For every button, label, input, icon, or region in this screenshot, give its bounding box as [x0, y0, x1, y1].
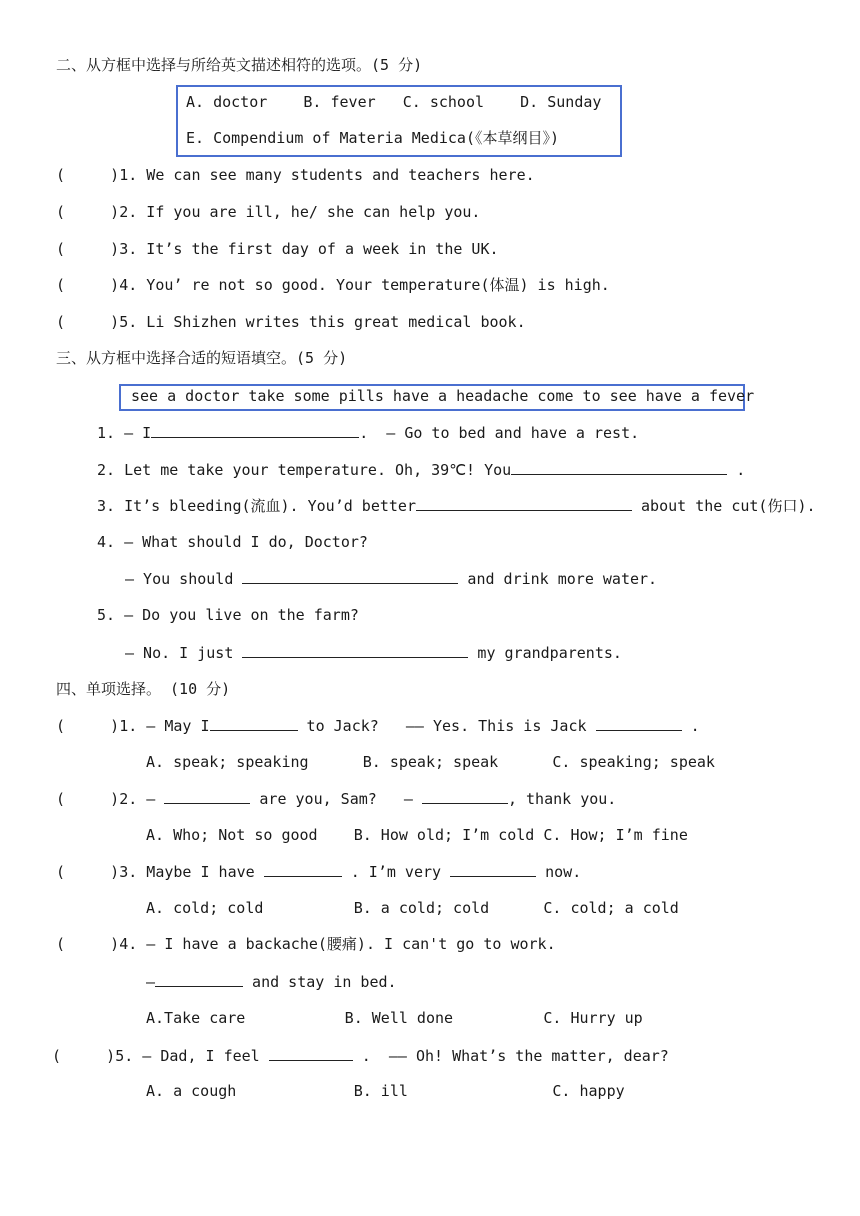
- section4-q4: ( )4. — I have a backache(腰痛). I can't go to work.: [56, 935, 556, 953]
- section4-q4-options: A.Take care B. Well done C. Hurry up: [146, 1009, 643, 1027]
- answer-blank[interactable]: [269, 1045, 353, 1061]
- section4-q4-line2: — and stay in bed.: [146, 973, 397, 991]
- section3-q2: 2. Let me take your temperature. Oh, 39℃! You .: [97, 461, 746, 479]
- section3-q3: 3. It’s bleeding(流血). You’d better about the cut(伤口).: [97, 497, 816, 515]
- section2-item-5: ( )5. Li Shizhen writes this great medical book.: [56, 313, 526, 331]
- section3-q4-line2: — You should and drink more water.: [125, 570, 658, 588]
- section4-q2-options: A. Who; Not so good B. How old; I’m cold C. How; I’m fine: [146, 826, 688, 844]
- answer-blank[interactable]: [450, 861, 536, 877]
- answer-blank[interactable]: [511, 459, 727, 475]
- answer-blank[interactable]: [210, 715, 298, 731]
- section3-q1: 1. — I . — Go to bed and have a rest.: [97, 424, 640, 442]
- section2-item-1: ( )1. We can see many students and teachers here.: [56, 166, 535, 184]
- section2-item-3: ( )3. It’s the first day of a week in the UK.: [56, 240, 499, 258]
- section3-q5-line2: — No. I just my grandparents.: [125, 644, 622, 662]
- section3-phrases: see a doctor take some pills have a headache come to see have a fever: [131, 387, 755, 405]
- answer-blank[interactable]: [242, 642, 468, 658]
- section3-q4-line1: 4. — What should I do, Doctor?: [97, 533, 368, 551]
- answer-blank[interactable]: [264, 861, 342, 877]
- answer-blank[interactable]: [416, 495, 632, 511]
- answer-blank[interactable]: [422, 788, 508, 804]
- section2-heading: 二、从方框中选择与所给英文描述相符的选项。(5 分): [56, 56, 423, 74]
- section4-q1-options: A. speak; speaking B. speak; speak C. speaking; speak: [146, 753, 715, 771]
- answer-blank[interactable]: [155, 971, 243, 987]
- answer-blank[interactable]: [151, 422, 359, 438]
- answer-blank[interactable]: [242, 568, 458, 584]
- section4-q2: ( )2. — are you, Sam? — , thank you.: [56, 790, 617, 808]
- answer-blank[interactable]: [596, 715, 682, 731]
- section2-item-4: ( )4. You’ re not so good. Your temperature(体温) is high.: [56, 276, 610, 294]
- section3-q5-line1: 5. — Do you live on the farm?: [97, 606, 359, 624]
- answer-blank[interactable]: [164, 788, 250, 804]
- section4-q3-options: A. cold; cold B. a cold; cold C. cold; a cold: [146, 899, 679, 917]
- section2-item-2: ( )2. If you are ill, he/ she can help you.: [56, 203, 481, 221]
- section4-q5: ( )5. — Dad, I feel . —— Oh! What’s the matter, dear?: [52, 1047, 669, 1065]
- section4-q1: ( )1. — May I to Jack? —— Yes. This is Jack .: [56, 717, 700, 735]
- section4-heading: 四、单项选择。 (10 分): [56, 680, 231, 698]
- section4-q5-options: A. a cough B. ill C. happy: [146, 1082, 625, 1100]
- section2-options-row1: A. doctor B. fever C. school D. Sunday: [186, 93, 602, 111]
- section3-heading: 三、从方框中选择合适的短语填空。(5 分): [56, 349, 348, 367]
- section4-q3: ( )3. Maybe I have . I’m very now.: [56, 863, 582, 881]
- section2-options-row2: E. Compendium of Materia Medica(《本草纲目》): [186, 129, 560, 147]
